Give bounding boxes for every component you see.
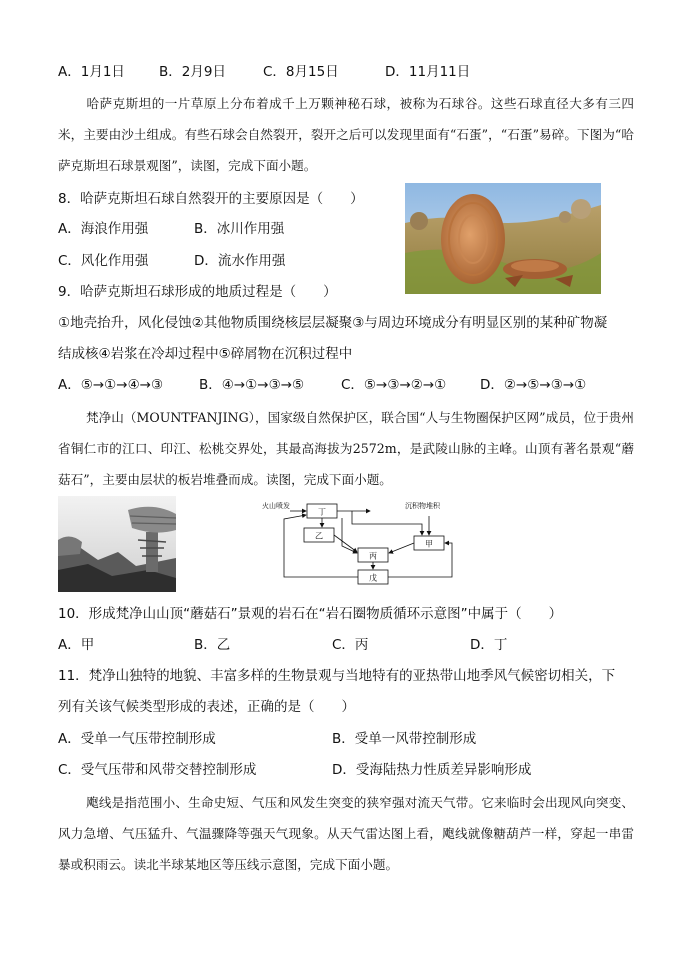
q11-option-b[interactable]: B．受单一风带控制形成 <box>332 731 477 747</box>
q9-option-c[interactable]: C．⑤→③→②→① <box>341 377 447 393</box>
q8-option-b[interactable]: B．冰川作用强 <box>194 221 285 237</box>
rock-cycle-diagram <box>262 496 462 588</box>
q9-stem: 9．哈萨克斯坦石球形成的地质过程是（ ） <box>58 284 337 300</box>
label-volcano: 火山喷发 <box>262 502 290 510</box>
q11-option-d[interactable]: D．受海陆热力性质差异影响形成 <box>332 762 532 778</box>
intro-kazakh-text: 哈萨克斯坦的一片草原上分布着成千上万颗神秘石球，被称为石球谷。这些石球直径大多有三四米，主要由沙土组成。有些石球会自然裂开，裂开之后可以发现里面有“石蛋”，“石蛋”易碎。下图为“哈萨克斯坦石球景观图”，读图，完成下面小题。 <box>58 96 634 173</box>
q8-option-a[interactable]: A．海浪作用强 <box>58 221 149 237</box>
q8-option-d[interactable]: D．流水作用强 <box>194 253 286 269</box>
stone-ball-photo <box>405 183 601 294</box>
q10-option-c[interactable]: C．丙 <box>332 637 369 653</box>
q9-option-d[interactable]: D．②→⑤→③→① <box>480 377 587 393</box>
q9-statement-line2: 结成核④岩浆在冷却过程中⑤碎屑物在沉积过程中 <box>58 346 353 362</box>
mushroom-rock-illustration <box>58 496 176 592</box>
rock-cycle-svg <box>262 496 462 588</box>
intro-kazakh-paragraph <box>58 88 634 181</box>
q8-option-c[interactable]: C．风化作用强 <box>58 253 149 269</box>
q9-option-b[interactable]: B．④→①→③→⑤ <box>199 377 305 393</box>
q7-option-a[interactable]: A．1月1日 <box>58 64 125 80</box>
label-sediment: 沉积物堆积 <box>405 502 440 510</box>
box-bing-label: 丙 <box>369 551 377 561</box>
intro-squall-text: 飑线是指范围小、生命史短、气压和风发生突变的狭窄强对流天气带。它来临时会出现风向突变、风力急增、气压猛升、气温骤降等强天气现象。从天气雷达图上看，飑线就像糖葫芦一样，穿起一串雷暴或积雨云。读北半球某地区等压线示意图，完成下面小题。 <box>58 795 634 872</box>
box-yi-label: 乙 <box>315 531 323 541</box>
q11-stem-line1: 11．梵净山独特的地貌、丰富多样的生物景观与当地特有的亚热带山地季风气候密切相关，下 <box>58 668 616 684</box>
q8-stem: 8．哈萨克斯坦石球自然裂开的主要原因是（ ） <box>58 191 364 207</box>
intro-squall-paragraph <box>58 787 634 880</box>
q9-statement-line1: ①地壳抬升，风化侵蚀②其他物质围绕核层层凝聚③与周边环境成分有明显区别的某种矿物凝 <box>58 315 608 331</box>
intro-fanjing-paragraph <box>58 402 634 495</box>
box-jia-label: 甲 <box>425 539 433 549</box>
mushroom-rock-photo <box>58 496 176 592</box>
q10-option-d[interactable]: D．丁 <box>470 637 508 653</box>
intro-fanjing-text: 梵净山（MOUNTFANJING），国家级自然保护区，联合国“人与生物圈保护区网”成员，位于贵州省铜仁市的江口、印江、松桃交界处，其最高海拔为2572m，是武陵山脉的主峰。山顶有著名景观“蘑菇石”，主要由层状的板岩堆叠而成。读图，完成下面小题。 <box>58 410 634 487</box>
q10-option-b[interactable]: B．乙 <box>194 637 231 653</box>
box-ding-label: 丁 <box>318 507 326 517</box>
q11-stem-line2: 列有关该气候类型形成的表述，正确的是（ ） <box>58 699 355 715</box>
q7-option-d[interactable]: D．11月11日 <box>385 64 471 80</box>
q10-stem: 10．形成梵净山山顶“蘑菇石”景观的岩石在“岩石圈物质循环示意图”中属于（ ） <box>58 606 563 622</box>
q7-option-c[interactable]: C．8月15日 <box>263 64 339 80</box>
q11-option-c[interactable]: C．受气压带和风带交替控制形成 <box>58 762 257 778</box>
q9-option-a[interactable]: A．⑤→①→④→③ <box>58 377 164 393</box>
q10-option-a[interactable]: A．甲 <box>58 637 95 653</box>
q7-option-b[interactable]: B．2月9日 <box>159 64 226 80</box>
stone-ball-illustration <box>405 183 601 294</box>
box-wu-label: 戊 <box>369 573 377 583</box>
q11-option-a[interactable]: A．受单一气压带控制形成 <box>58 731 216 747</box>
